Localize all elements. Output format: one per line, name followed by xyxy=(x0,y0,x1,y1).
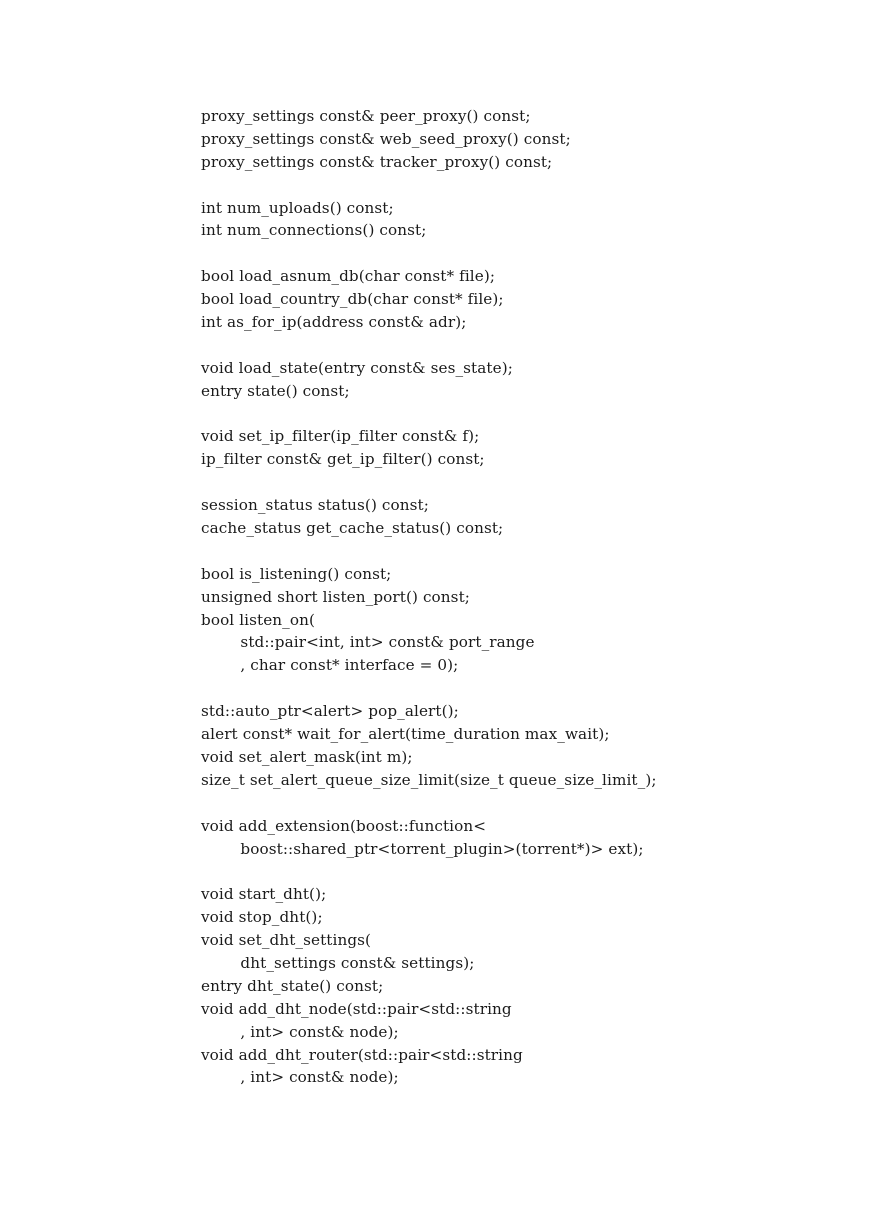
code-line: void start_dht(); xyxy=(201,885,327,904)
code-line: dht_settings const& settings); xyxy=(201,953,475,972)
code-line xyxy=(201,242,657,265)
code-line: , int> const& node); xyxy=(201,1068,399,1087)
code-line: void load_state(entry const& ses_state); xyxy=(201,358,513,377)
code-line: bool load_asnum_db(char const* file); xyxy=(201,267,496,286)
code-line: std::pair<int, int> const& port_range xyxy=(201,633,535,652)
code-line: void set_ip_filter(ip_filter const& f); xyxy=(201,427,480,446)
code-line: void add_extension(boost::function< xyxy=(201,816,487,835)
code-listing xyxy=(201,105,657,1089)
code-line: session_status status() const; xyxy=(201,496,429,515)
code-line: void add_dht_router(std::pair<std::string xyxy=(201,1045,523,1064)
code-line: int num_connections() const; xyxy=(201,221,427,240)
code-line: size_t set_alert_queue_size_limit(size_t queue_size_limit_); xyxy=(201,770,657,789)
code-line xyxy=(201,471,657,494)
code-line: int num_uploads() const; xyxy=(201,198,394,217)
code-line: void stop_dht(); xyxy=(201,908,323,927)
code-line: std::auto_ptr<alert> pop_alert(); xyxy=(201,702,459,721)
code-line: boost::shared_ptr<torrent_plugin>(torrent*)> ext); xyxy=(201,839,644,858)
code-line: proxy_settings const& tracker_proxy() const; xyxy=(201,152,553,171)
code-line: ip_filter const& get_ip_filter() const; xyxy=(201,450,485,469)
code-line: bool load_country_db(char const* file); xyxy=(201,290,504,309)
code-line xyxy=(201,860,657,883)
code-line: entry state() const; xyxy=(201,381,350,400)
code-line xyxy=(201,540,657,563)
code-line: , char const* interface = 0); xyxy=(201,656,459,675)
code-line: proxy_settings const& peer_proxy() const; xyxy=(201,107,531,125)
code-line: entry dht_state() const; xyxy=(201,976,384,995)
code-line: bool is_listening() const; xyxy=(201,564,392,583)
code-line: bool listen_on( xyxy=(201,610,316,629)
code-line xyxy=(201,334,657,357)
code-line xyxy=(201,403,657,426)
code-line: , int> const& node); xyxy=(201,1022,399,1041)
code-line: void set_dht_settings( xyxy=(201,931,372,950)
code-line: alert const* wait_for_alert(time_duration max_wait); xyxy=(201,725,610,744)
code-line: void set_alert_mask(int m); xyxy=(201,747,413,766)
code-line xyxy=(201,174,657,197)
code-line: unsigned short listen_port() const; xyxy=(201,587,470,606)
code-line xyxy=(201,677,657,700)
code-line: cache_status get_cache_status() const; xyxy=(201,519,504,538)
code-line: int as_for_ip(address const& adr); xyxy=(201,313,467,332)
code-line: void add_dht_node(std::pair<std::string xyxy=(201,999,512,1018)
code-line: proxy_settings const& web_seed_proxy() const; xyxy=(201,129,571,148)
code-line xyxy=(201,792,657,815)
